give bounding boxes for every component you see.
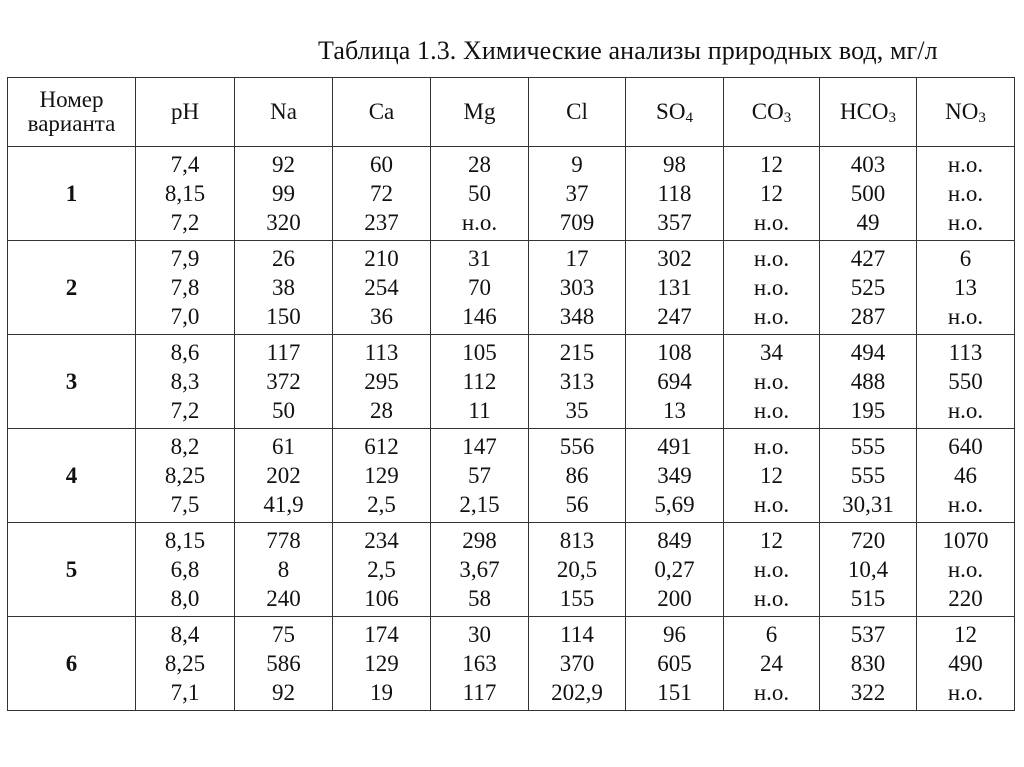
cell-no3 xyxy=(917,241,1015,335)
header-so4 xyxy=(626,78,724,147)
header-label: NO xyxy=(945,99,979,124)
cell-ph xyxy=(136,523,235,617)
cell-value: н.о. xyxy=(947,210,984,235)
cell-value: 31 xyxy=(468,246,491,271)
cell-value: 8,6 xyxy=(170,340,200,365)
cell-cl xyxy=(529,429,626,523)
cell-value: 151 xyxy=(657,680,692,705)
cell-value: 234 xyxy=(364,528,399,553)
cell-value: 8,25 xyxy=(164,463,206,488)
cell-value: 313 xyxy=(559,369,595,394)
cell-value: 556 xyxy=(559,434,595,459)
cell-value: 537 xyxy=(850,622,886,647)
cell-value: 515 xyxy=(850,586,886,611)
table-row xyxy=(8,241,1015,335)
cell-no3 xyxy=(917,147,1015,241)
cell-value: 56 xyxy=(565,492,589,517)
cell-value: 6 xyxy=(959,246,972,271)
cell-value: 202 xyxy=(266,463,301,488)
cell-value: 12 xyxy=(760,181,783,206)
cell-value: 427 xyxy=(850,246,886,271)
cell-value: 370 xyxy=(559,651,595,676)
header-subscript: 4 xyxy=(685,110,693,126)
cell-so4 xyxy=(626,335,724,429)
cell-value: 2,5 xyxy=(367,557,396,582)
cell-value: 92 xyxy=(272,680,295,705)
cell-ca xyxy=(333,523,431,617)
cell-value: н.о. xyxy=(753,680,790,705)
cell-value: 640 xyxy=(948,434,983,459)
cell-value: 30,31 xyxy=(842,492,894,517)
cell-mg xyxy=(431,241,529,335)
cell-value: 500 xyxy=(850,181,886,206)
cell-value: 92 xyxy=(272,152,295,177)
cell-value: 108 xyxy=(657,340,692,365)
cell-value: 58 xyxy=(468,586,491,611)
cell-value: 98 xyxy=(663,152,686,177)
cell-value: 5,69 xyxy=(654,492,695,517)
cell-so4 xyxy=(626,617,724,711)
cell-value: 830 xyxy=(850,651,886,676)
header-ca xyxy=(333,78,431,147)
cell-value: 35 xyxy=(565,398,589,423)
cell-value: н.о. xyxy=(947,304,984,329)
cell-value: 8,15 xyxy=(164,528,206,553)
cell-ph xyxy=(136,241,235,335)
header-co3 xyxy=(724,78,820,147)
header-no3 xyxy=(917,78,1015,147)
cell-value: 96 xyxy=(663,622,686,647)
cell-na xyxy=(235,147,333,241)
header-subscript: 3 xyxy=(888,110,897,126)
cell-value: 12 xyxy=(760,463,783,488)
cell-value: 2,5 xyxy=(367,492,396,517)
cell-value: 320 xyxy=(266,210,301,235)
cell-ca xyxy=(333,241,431,335)
cell-value: 13 xyxy=(663,398,686,423)
cell-cl xyxy=(529,147,626,241)
cell-value: 849 xyxy=(657,528,692,553)
cell-hco3 xyxy=(820,241,917,335)
cell-value: 7,0 xyxy=(170,304,200,329)
cell-value: 322 xyxy=(850,680,886,705)
cell-value: 113 xyxy=(948,340,983,365)
header-ph xyxy=(136,78,235,147)
cell-hco3 xyxy=(820,617,917,711)
header-mg xyxy=(431,78,529,147)
cell-value: 555 xyxy=(850,434,886,459)
variant-number: 2 xyxy=(8,241,136,335)
cell-cl xyxy=(529,335,626,429)
cell-mg xyxy=(431,147,529,241)
table-body xyxy=(8,147,1015,711)
header-subscript: 3 xyxy=(783,110,792,126)
cell-value: 72 xyxy=(370,181,393,206)
cell-value: 17 xyxy=(565,246,589,271)
cell-na xyxy=(235,241,333,335)
variant-number: 1 xyxy=(8,147,136,241)
cell-value: 195 xyxy=(850,398,886,423)
cell-value: 36 xyxy=(370,304,393,329)
cell-mg xyxy=(431,429,529,523)
cell-value: 348 xyxy=(559,304,595,329)
cell-value: 60 xyxy=(370,152,393,177)
cell-value: н.о. xyxy=(947,152,984,177)
cell-value: 13 xyxy=(954,275,977,300)
cell-value: 202,9 xyxy=(551,680,603,705)
cell-ph xyxy=(136,617,235,711)
cell-value: 50 xyxy=(468,181,491,206)
cell-value: 11 xyxy=(468,398,491,423)
header-label: pH xyxy=(170,99,200,124)
cell-value: 7,4 xyxy=(170,152,200,177)
cell-value: 6,8 xyxy=(170,557,200,582)
cell-value: 24 xyxy=(760,651,783,676)
cell-value: 146 xyxy=(462,304,497,329)
cell-value: 28 xyxy=(370,398,393,423)
cell-value: 372 xyxy=(266,369,301,394)
cell-value: 50 xyxy=(272,398,295,423)
cell-value: н.о. xyxy=(947,492,984,517)
cell-value: 8 xyxy=(277,557,290,582)
cell-value: н.о. xyxy=(461,210,498,235)
cell-so4 xyxy=(626,429,724,523)
cell-value: 7,5 xyxy=(170,492,200,517)
cell-value: 220 xyxy=(948,586,983,611)
cell-value: н.о. xyxy=(753,492,790,517)
cell-value: 555 xyxy=(850,463,886,488)
cell-value: 75 xyxy=(272,622,295,647)
cell-ph xyxy=(136,429,235,523)
cell-no3 xyxy=(917,429,1015,523)
cell-value: 1070 xyxy=(942,528,989,553)
cell-so4 xyxy=(626,241,724,335)
cell-value: н.о. xyxy=(753,557,790,582)
cell-no3 xyxy=(917,523,1015,617)
cell-value: 550 xyxy=(948,369,983,394)
cell-value: 106 xyxy=(364,586,399,611)
header-hco3 xyxy=(820,78,917,147)
cell-value: 2,15 xyxy=(459,492,500,517)
header-label: Na xyxy=(270,99,297,124)
cell-ph xyxy=(136,335,235,429)
cell-value: 349 xyxy=(657,463,692,488)
cell-no3 xyxy=(917,617,1015,711)
cell-hco3 xyxy=(820,335,917,429)
cell-co3 xyxy=(724,617,820,711)
header-na xyxy=(235,78,333,147)
cell-ca xyxy=(333,147,431,241)
cell-value: 7,8 xyxy=(170,275,200,300)
cell-value: 612 xyxy=(364,434,399,459)
cell-value: 34 xyxy=(760,340,783,365)
cell-co3 xyxy=(724,335,820,429)
variant-number: 5 xyxy=(8,523,136,617)
cell-value: 200 xyxy=(657,586,692,611)
cell-ca xyxy=(333,335,431,429)
cell-value: 105 xyxy=(462,340,497,365)
cell-value: 240 xyxy=(266,586,301,611)
cell-value: 494 xyxy=(850,340,886,365)
cell-value: 112 xyxy=(462,369,497,394)
header-row xyxy=(8,78,1015,147)
cell-co3 xyxy=(724,241,820,335)
cell-value: 61 xyxy=(272,434,295,459)
cell-value: 117 xyxy=(266,340,301,365)
cell-value: 117 xyxy=(462,680,497,705)
cell-mg xyxy=(431,617,529,711)
cell-value: 813 xyxy=(559,528,595,553)
header-label: Mg xyxy=(463,99,496,124)
cell-value: 10,4 xyxy=(847,557,889,582)
header-variant-line2: варианта xyxy=(27,111,116,136)
header-subscript: 3 xyxy=(978,110,986,126)
cell-value: 605 xyxy=(657,651,692,676)
cell-value: 7,9 xyxy=(170,246,200,271)
cell-value: 210 xyxy=(364,246,399,271)
cell-value: 155 xyxy=(559,586,595,611)
cell-value: 694 xyxy=(657,369,692,394)
cell-hco3 xyxy=(820,147,917,241)
cell-value: 57 xyxy=(468,463,491,488)
cell-value: 237 xyxy=(364,210,399,235)
cell-na xyxy=(235,335,333,429)
cell-value: н.о. xyxy=(947,557,984,582)
cell-value: 8,3 xyxy=(170,369,200,394)
cell-value: 8,15 xyxy=(164,181,206,206)
cell-value: 46 xyxy=(954,463,977,488)
cell-hco3 xyxy=(820,429,917,523)
cell-cl xyxy=(529,241,626,335)
cell-value: 147 xyxy=(462,434,497,459)
cell-na xyxy=(235,617,333,711)
cell-value: н.о. xyxy=(753,210,790,235)
cell-cl xyxy=(529,523,626,617)
cell-value: 215 xyxy=(559,340,595,365)
header-cl xyxy=(529,78,626,147)
cell-value: 70 xyxy=(468,275,491,300)
cell-value: 114 xyxy=(560,622,594,647)
cell-value: 49 xyxy=(856,210,880,235)
cell-value: 295 xyxy=(364,369,399,394)
cell-value: 8,2 xyxy=(170,434,200,459)
cell-hco3 xyxy=(820,523,917,617)
cell-value: н.о. xyxy=(947,398,984,423)
cell-value: 287 xyxy=(850,304,886,329)
cell-value: н.о. xyxy=(947,680,984,705)
cell-ca xyxy=(333,617,431,711)
cell-value: 118 xyxy=(657,181,692,206)
header-label: Cl xyxy=(566,99,588,124)
cell-so4 xyxy=(626,147,724,241)
cell-value: 778 xyxy=(266,528,301,553)
cell-value: н.о. xyxy=(753,398,790,423)
cell-value: 491 xyxy=(657,434,692,459)
cell-value: 7,2 xyxy=(170,210,200,235)
cell-na xyxy=(235,429,333,523)
cell-value: 129 xyxy=(364,463,399,488)
cell-value: 525 xyxy=(850,275,886,300)
header-variant-line1: Номер xyxy=(39,87,104,112)
cell-value: 86 xyxy=(565,463,589,488)
cell-co3 xyxy=(724,429,820,523)
cell-value: 150 xyxy=(266,304,301,329)
cell-value: 28 xyxy=(468,152,491,177)
cell-value: н.о. xyxy=(947,181,984,206)
variant-number: 3 xyxy=(8,335,136,429)
cell-value: 41,9 xyxy=(263,492,304,517)
cell-value: 131 xyxy=(657,275,692,300)
header-label: CO xyxy=(751,99,784,124)
cell-value: н.о. xyxy=(753,246,790,271)
cell-value: 129 xyxy=(364,651,399,676)
header-label: HCO xyxy=(839,99,889,124)
cell-value: 7,2 xyxy=(170,398,200,423)
table-title: Таблица 1.3. Химические анализы природных вод, мг/л xyxy=(318,36,938,65)
table-row xyxy=(8,429,1015,523)
cell-value: 488 xyxy=(850,369,886,394)
cell-value: 9 xyxy=(571,152,583,177)
cell-value: 19 xyxy=(370,680,393,705)
cell-value: 174 xyxy=(364,622,399,647)
cell-value: н.о. xyxy=(753,275,790,300)
header-label: Ca xyxy=(368,99,395,124)
cell-value: н.о. xyxy=(753,304,790,329)
cell-value: 30 xyxy=(468,622,491,647)
cell-co3 xyxy=(724,523,820,617)
cell-value: 303 xyxy=(559,275,595,300)
cell-ph xyxy=(136,147,235,241)
cell-value: 254 xyxy=(364,275,399,300)
cell-value: 586 xyxy=(266,651,301,676)
cell-value: 38 xyxy=(272,275,295,300)
cell-value: 0,27 xyxy=(654,557,695,582)
cell-value: 8,25 xyxy=(164,651,206,676)
table-row xyxy=(8,335,1015,429)
cell-value: н.о. xyxy=(753,434,790,459)
cell-value: 12 xyxy=(760,152,783,177)
table-row xyxy=(8,523,1015,617)
cell-value: 20,5 xyxy=(556,557,598,582)
table-row xyxy=(8,147,1015,241)
header-variant xyxy=(8,78,136,147)
cell-no3 xyxy=(917,335,1015,429)
cell-value: 99 xyxy=(272,181,295,206)
table-row xyxy=(8,617,1015,711)
cell-value: 3,67 xyxy=(459,557,500,582)
cell-value: 8,4 xyxy=(170,622,200,647)
cell-mg xyxy=(431,335,529,429)
cell-value: 247 xyxy=(657,304,692,329)
cell-value: 720 xyxy=(850,528,886,553)
cell-co3 xyxy=(724,147,820,241)
cell-value: 12 xyxy=(954,622,977,647)
cell-value: 357 xyxy=(657,210,692,235)
cell-so4 xyxy=(626,523,724,617)
cell-ca xyxy=(333,429,431,523)
cell-value: н.о. xyxy=(753,369,790,394)
cell-value: 403 xyxy=(850,152,886,177)
cell-value: 163 xyxy=(462,651,497,676)
cell-value: 6 xyxy=(765,622,778,647)
variant-number: 6 xyxy=(8,617,136,711)
header-label: SO xyxy=(656,99,686,124)
cell-value: 37 xyxy=(565,181,589,206)
cell-value: 490 xyxy=(948,651,983,676)
cell-value: 302 xyxy=(657,246,692,271)
cell-cl xyxy=(529,617,626,711)
cell-value: 7,1 xyxy=(170,680,200,705)
water-analysis-table xyxy=(7,77,1015,711)
cell-value: 12 xyxy=(760,528,783,553)
cell-value: 298 xyxy=(462,528,497,553)
cell-value: 709 xyxy=(559,210,595,235)
cell-value: н.о. xyxy=(753,586,790,611)
cell-na xyxy=(235,523,333,617)
cell-value: 113 xyxy=(364,340,399,365)
variant-number: 4 xyxy=(8,429,136,523)
cell-value: 8,0 xyxy=(170,586,200,611)
cell-value: 26 xyxy=(272,246,295,271)
cell-mg xyxy=(431,523,529,617)
